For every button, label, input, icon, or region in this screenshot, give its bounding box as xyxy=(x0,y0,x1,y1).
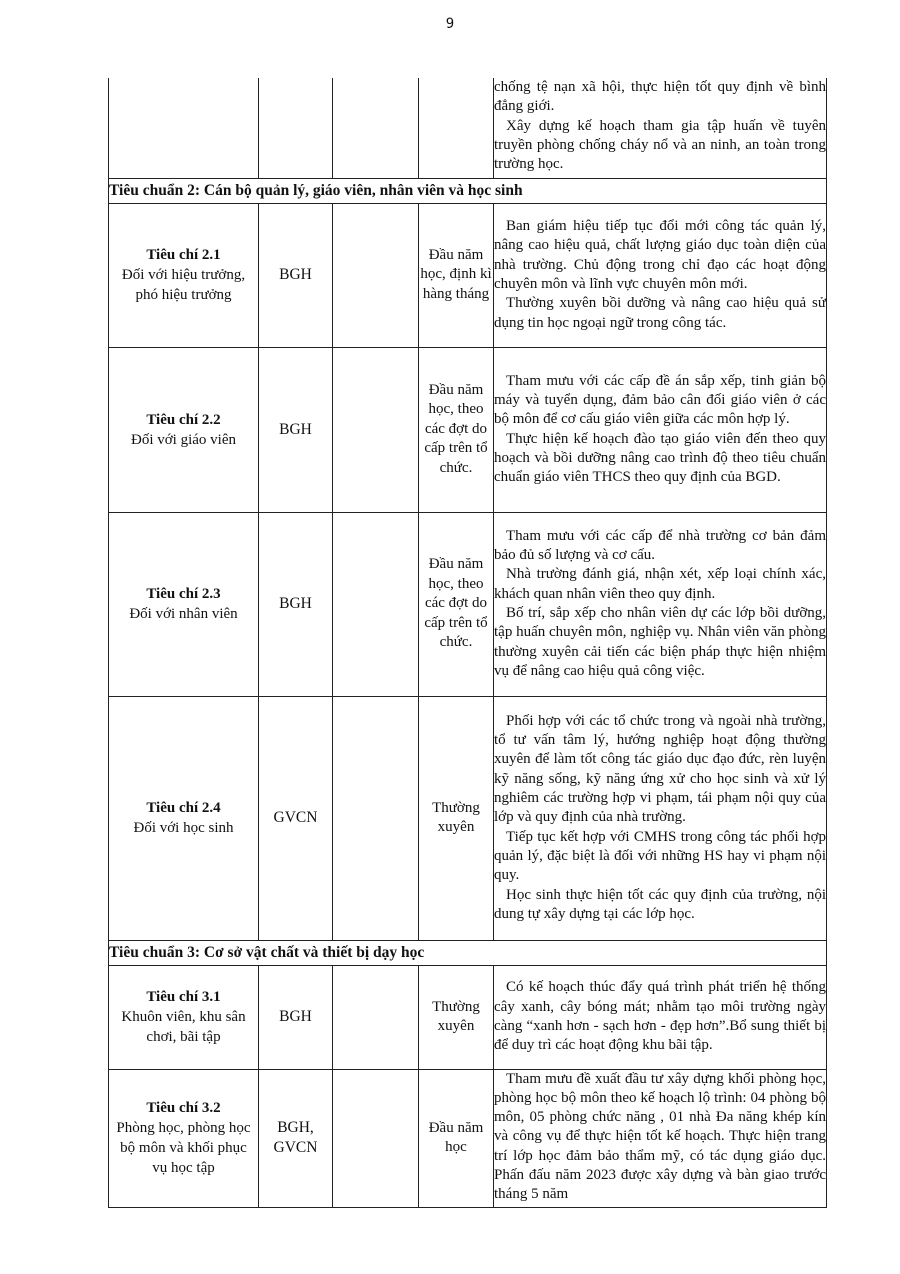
section-header-row xyxy=(109,178,827,203)
content-paragraph: Tham mưu với các cấp để nhà trường cơ bản đảm bảo đủ số lượng và cơ cấu. xyxy=(494,527,826,564)
cell-responsible: BGH xyxy=(259,512,333,696)
section-title: Tiêu chuẩn 3: Cơ sở vật chất và thiết bị dạy học xyxy=(109,940,827,965)
cell-blank xyxy=(333,347,419,512)
content-paragraph: Phối hợp với các tổ chức trong và ngoài nhà trường, tổ tư vấn tâm lý, hướng nghiệp hoạt động thường xuyên để làm tốt công tác giáo dục đạo đức, rèn luyện kỹ năng sống, kỹ năng ứng xử cho học sinh và xử lý nghiêm các trường hợp vi phạm, tái phạm nội quy của lớp và quy định của nhà trường. xyxy=(494,712,826,826)
content-paragraph: Ban giám hiệu tiếp tục đổi mới công tác quản lý, nâng cao hiệu quả, chất lượng giáo dục toàn diện của nhà trường. Chủ động trong chỉ đạo các hoạt động chuyên môn và lĩnh vực chuyên môn mới. xyxy=(494,218,826,292)
criterion-description: Khuôn viên, khu sân chơi, bãi tập xyxy=(121,1009,246,1045)
cell-criterion xyxy=(109,203,259,347)
cell-blank xyxy=(333,78,419,178)
cell-content xyxy=(494,512,827,696)
cell-time: Đầu năm học, định kì hàng tháng xyxy=(419,203,494,347)
content-paragraph: Nhà trường đánh giá, nhận xét, xếp loại chính xác, khách quan nhân viên theo quy định. xyxy=(494,566,826,602)
cell-time xyxy=(419,78,494,178)
table-row xyxy=(109,965,827,1069)
cell-content xyxy=(494,696,827,940)
cell-time: Đầu năm học, theo các đợt do cấp trên tổ chức. xyxy=(419,347,494,512)
content-paragraph: Thực hiện kế hoạch đào tạo giáo viên đến theo quy hoạch và bồi dưỡng nâng cao trình độ theo tiêu chuẩn chuẩn giáo viên THCS theo quy định của BGD. xyxy=(494,430,826,486)
cell-blank xyxy=(333,965,419,1069)
content-paragraph: Xây dựng kế hoạch tham gia tập huấn về tuyên truyền phòng chống cháy nổ và an ninh, an toàn trong trường học. xyxy=(494,117,826,173)
content-paragraph: Tham mưu đề xuất đầu tư xây dựng khối phòng học, phòng học bộ môn theo kế hoạch lộ trình: 04 phòng bộ môn, 05 phòng chức năng , 01 nhà Đa năng khép kín và công vụ để thực hiện tốt kế hoạch. Thực hiện trang trí lớp học đảm bảo thẩm mỹ, có tác dụng giáo dục. Phấn đấu năm 2023 được xây dựng và bàn giao trước tháng 5 năm xyxy=(494,1070,826,1203)
cell-responsible: BGH, GVCN xyxy=(259,1069,333,1207)
table-row xyxy=(109,512,827,696)
cell-responsible: BGH xyxy=(259,203,333,347)
cell-blank xyxy=(333,203,419,347)
content-paragraph: Học sinh thực hiện tốt các quy định của trường, nội dung tự xây dựng tại các lớp học. xyxy=(494,886,826,922)
cell-criterion xyxy=(109,696,259,940)
cell-criterion xyxy=(109,965,259,1069)
cell-responsible xyxy=(259,78,333,178)
page-number: 9 xyxy=(445,16,455,32)
criterion-description: Đối với nhân viên xyxy=(129,606,238,622)
criterion-label: Tiêu chí 2.4 xyxy=(146,800,221,816)
cell-time: Thường xuyên xyxy=(419,696,494,940)
table-row xyxy=(109,347,827,512)
cell-criterion xyxy=(109,78,259,178)
cell-criterion xyxy=(109,347,259,512)
cell-responsible: BGH xyxy=(259,347,333,512)
section-title: Tiêu chuẩn 2: Cán bộ quản lý, giáo viên, nhân viên và học sinh xyxy=(109,178,827,203)
cell-content xyxy=(494,203,827,347)
table-row xyxy=(109,696,827,940)
cell-blank xyxy=(333,1069,419,1207)
cell-blank xyxy=(333,696,419,940)
section-header-row xyxy=(109,940,827,965)
content-paragraph: chống tệ nạn xã hội, thực hiện tốt quy định về bình đẳng giới. xyxy=(494,79,826,115)
criterion-label: Tiêu chí 2.1 xyxy=(146,247,221,263)
criterion-description: Đối với học sinh xyxy=(133,820,234,836)
table-row xyxy=(109,1069,827,1207)
criterion-label: Tiêu chí 2.2 xyxy=(146,411,221,428)
cell-time: Đầu năm học xyxy=(419,1069,494,1207)
cell-criterion xyxy=(109,512,259,696)
content-paragraph: Tiếp tục kết hợp với CMHS trong công tác phối hợp quản lý, đặc biệt là đối với những HS hay vi phạm nội quy. xyxy=(494,828,826,884)
table-row-continuation xyxy=(109,78,827,178)
criterion-label: Tiêu chí 2.3 xyxy=(146,586,221,602)
cell-content xyxy=(494,78,827,178)
criterion-description: Đối với hiệu trưởng, phó hiệu trưởng xyxy=(121,267,246,303)
cell-time: Thường xuyên xyxy=(419,965,494,1069)
cell-responsible: BGH xyxy=(259,965,333,1069)
criterion-label: Tiêu chí 3.1 xyxy=(146,989,221,1005)
cell-content xyxy=(494,1069,827,1207)
cell-blank xyxy=(333,512,419,696)
criterion-description: Phòng học, phòng học bộ môn và khối phục vụ học tập xyxy=(116,1120,251,1176)
content-paragraph: Có kế hoạch thúc đẩy quá trình phát triển hệ thống cây xanh, cây bóng mát; nhằm tạo môi trường ngày càng “xanh hơn - sạch hơn - đẹp hơn”.Bổ sung thiết bị để duy trì các hoạt động khu bãi tập. xyxy=(494,979,826,1054)
cell-time: Đầu năm học, theo các đợt do cấp trên tổ chức. xyxy=(419,512,494,696)
plan-table xyxy=(108,78,827,1208)
cell-content xyxy=(494,965,827,1069)
table-row xyxy=(109,203,827,347)
criterion-label: Tiêu chí 3.2 xyxy=(146,1100,221,1116)
cell-content xyxy=(494,347,827,512)
content-paragraph: Bố trí, sắp xếp cho nhân viên dự các lớp bồi dưỡng, tập huấn chuyên môn, nghiệp vụ. Nhân viên văn phòng thường xuyên cải tiến các biện pháp thực hiện nhiệm vụ để nâng cao hiệu quả công việc. xyxy=(494,605,827,679)
cell-responsible: GVCN xyxy=(259,696,333,940)
criterion-description: Đối với giáo viên xyxy=(131,431,236,448)
cell-criterion xyxy=(109,1069,259,1207)
content-paragraph: Tham mưu với các cấp đề án sắp xếp, tinh giản bộ máy và tuyển dụng, đảm bảo cân đối giáo viên ở các bộ môn để cơ cấu giáo viên giữa các môn hợp lý. xyxy=(494,372,826,428)
content-paragraph: Thường xuyên bồi dưỡng và nâng cao hiệu quả sử dụng tin học ngoại ngữ trong công tác. xyxy=(494,295,826,331)
